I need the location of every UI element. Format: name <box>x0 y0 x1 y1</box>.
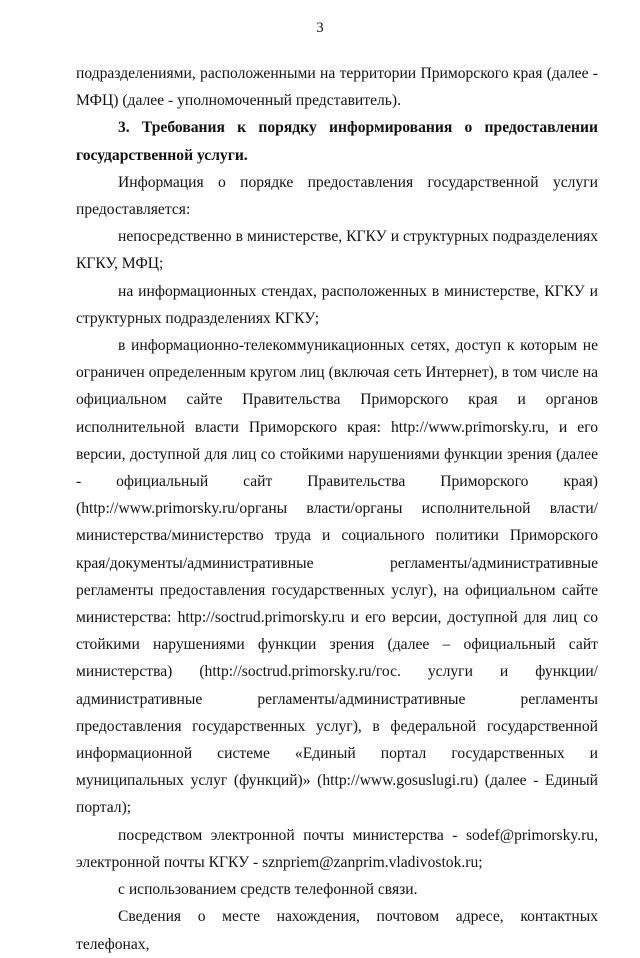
paragraph-directly: непосредственно в министерстве, КГКУ и структурных подразделениях КГКУ, МФЦ; <box>76 228 598 273</box>
paragraph-location: Сведения о месте нахождения, почтовом адресе, контактных телефонах, <box>76 908 598 953</box>
paragraph-email: посредством электронной почты министерства - sodef@primorsky.ru, электронной почты КГКУ - sznpriem@zanprim.vladivostok.ru; <box>76 826 598 871</box>
page-number: 3 <box>316 20 324 36</box>
paragraph-internet: в информационно-телекоммуникационных сетях, доступ к которым не ограничен определенным кругом лиц (включая сеть Интернет), в том числе на официальном сайте Правительства Приморского края и органов исполнительной власти Приморского края: http://www.primorsky.ru, и его версии, доступной для лиц со стойкими нарушениями функции зрения (далее - официальный сайт Правительства Приморского края) (http://www.primorsky.ru/органы власти/органы исполнительной власти/министерства/министерство труда и социального политики Приморского края/документы/административные регламенты/административные регламенты предоставления государственных услуг), на официальном сайте министерства: http://soctrud.primorsky.ru и его версии, доступной для лиц со стойкими нарушениями функции зрения (далее – официальный сайт министерства) (http://soctrud.primorsky.ru/гос. услуги и функции/административные регламенты/административные регламенты предоставления государственных услуг), в федеральной государственной информационной системе «Единый портал государственных и муниципальных услуг (функций)» (http://www.gosuslugi.ru) (далее - Единый портал); <box>76 337 598 817</box>
document-body <box>76 60 598 958</box>
section-heading: 3. Требования к порядку информирования о предоставлении государственной услуги. <box>76 119 598 164</box>
paragraph-phone: с использованием средств телефонной связи. <box>118 881 418 899</box>
paragraph-stands: на информационных стендах, расположенных в министерстве, КГКУ и структурных подразделениях КГКУ; <box>76 282 598 327</box>
paragraph-continuation: подразделениями, расположенными на территории Приморского края (далее - МФЦ) (далее - уполномоченный представитель). <box>76 65 598 110</box>
paragraph-info-intro: Информация о порядке предоставления государственной услуги предоставляется: <box>76 173 598 219</box>
